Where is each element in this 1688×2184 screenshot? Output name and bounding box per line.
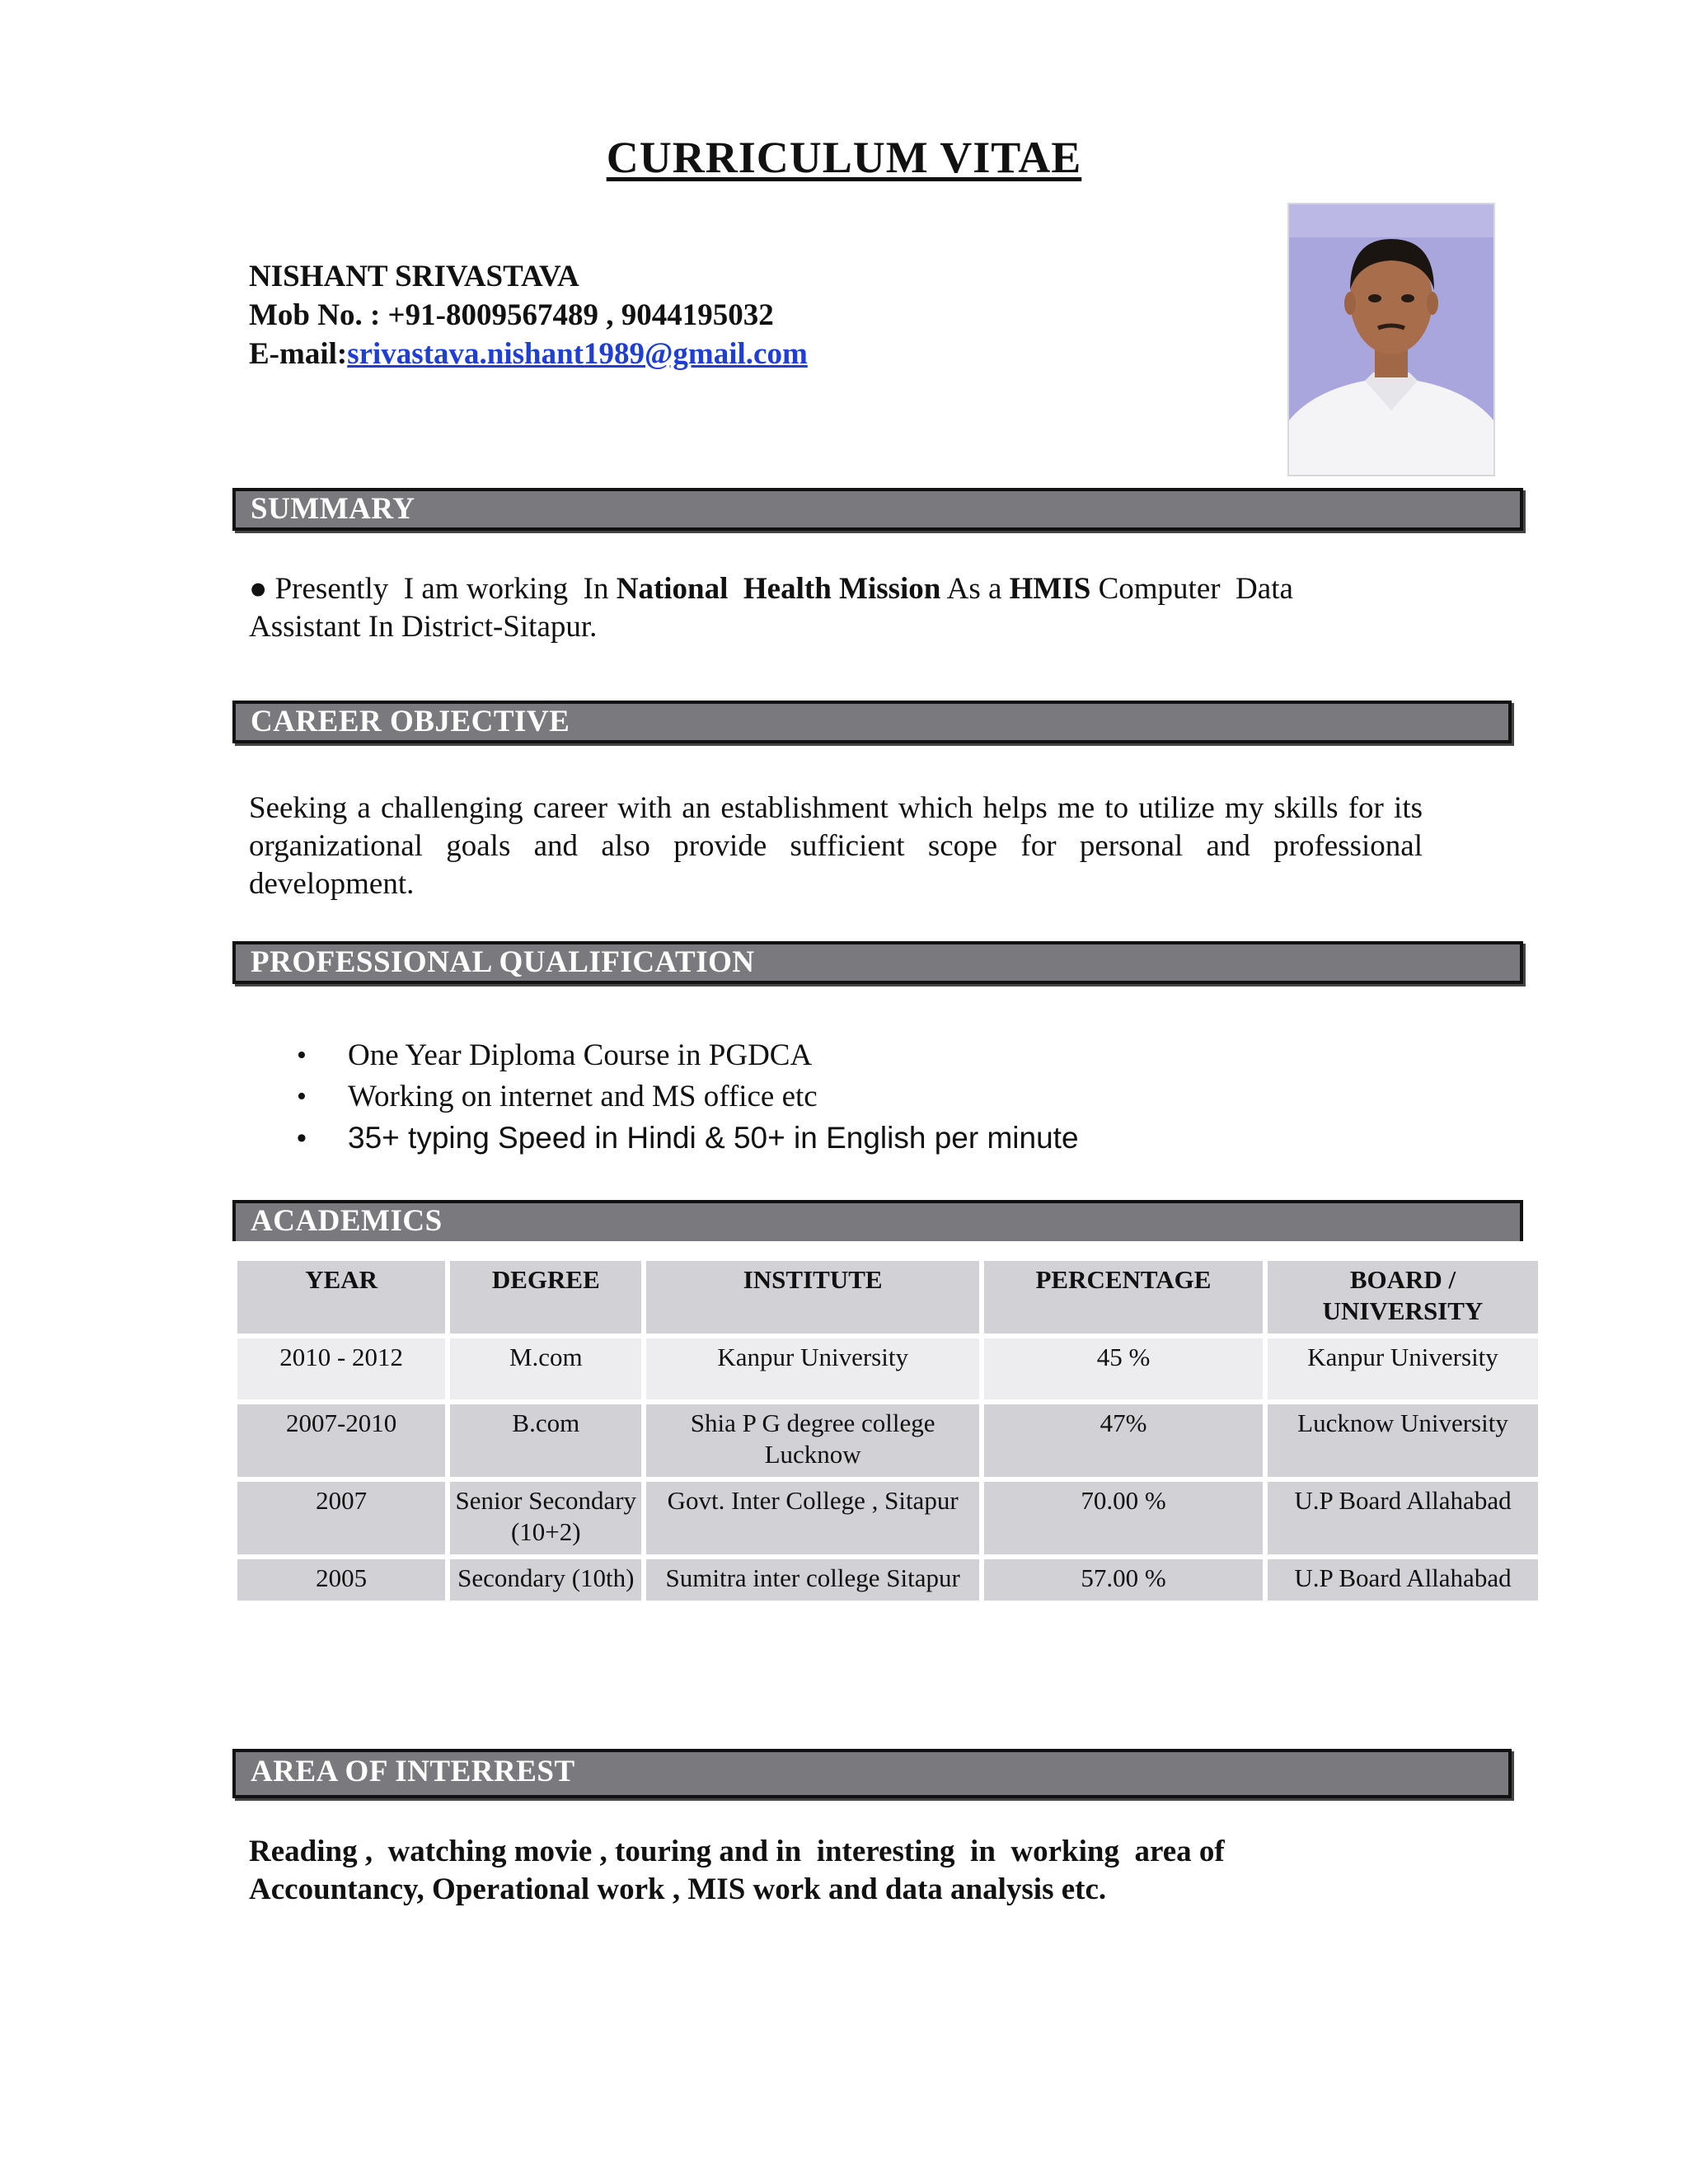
cell-percentage: 47% (984, 1404, 1263, 1477)
interest-line-1: Reading , watching movie , touring and in interesting in working area of (249, 1835, 1225, 1868)
table-row (237, 1338, 1538, 1399)
academics-heading: ACADEMICS (232, 1200, 1523, 1241)
professional-qualification-heading: PROFESSIONAL QUALIFICATION (232, 941, 1523, 984)
area-of-interest-heading: AREA OF INTERREST (232, 1749, 1512, 1798)
column-header-year: YEAR (237, 1261, 445, 1333)
cell-degree: B.com (450, 1404, 641, 1477)
cell-degree: Senior Secondary (10+2) (450, 1482, 641, 1554)
summary-heading: SUMMARY (232, 488, 1523, 531)
contact-block (249, 257, 808, 373)
cell-board: Kanpur University (1268, 1338, 1538, 1399)
email-link[interactable]: srivastava.nishant1989@gmail.com (347, 337, 808, 371)
summary-line-1: ● Presently I am working In National Health Mission As a HMIS Computer Data (249, 572, 1293, 606)
email-label: E-mail: (249, 337, 348, 371)
qualification-item: • One Year Diploma Course in PGDCA (297, 1035, 1079, 1076)
column-header-board: BOARD / UNIVERSITY (1268, 1261, 1538, 1333)
column-header-degree: DEGREE (450, 1261, 641, 1333)
summary-line-2: Assistant In District-Sitapur. (249, 610, 598, 644)
career-objective-text: Seeking a challenging career with an establishment which helps me to utilize my skills for its organizational goals and also provide sufficient scope for personal and professional development. (249, 791, 1423, 901)
cell-degree: Secondary (10th) (450, 1559, 641, 1601)
cell-institute: Kanpur University (646, 1338, 979, 1399)
table-row (237, 1559, 1538, 1601)
cell-institute: Shia P G degree college Lucknow (646, 1404, 979, 1477)
cell-degree: M.com (450, 1338, 641, 1399)
cell-year: 2010 - 2012 (237, 1338, 445, 1399)
interest-line-2: Accountancy, Operational work , MIS work and data analysis etc. (249, 1872, 1107, 1906)
portrait-image (1289, 204, 1493, 475)
academics-table (232, 1256, 1543, 1605)
page-title: CURRICULUM VITAE (606, 133, 1082, 182)
cell-year: 2007 (237, 1482, 445, 1554)
profile-photo (1287, 203, 1495, 476)
cell-institute: Sumitra inter college Sitapur (646, 1559, 979, 1601)
table-header-row (237, 1261, 1538, 1333)
applicant-name: NISHANT SRIVASTAVA (249, 260, 579, 293)
qualification-item: • 35+ typing Speed in Hindi & 50+ in English per minute (297, 1118, 1079, 1159)
career-objective-heading: CAREER OBJECTIVE (232, 701, 1512, 743)
cell-year: 2005 (237, 1559, 445, 1601)
column-header-institute: INSTITUTE (646, 1261, 979, 1333)
cell-board: U.P Board Allahabad (1268, 1482, 1538, 1554)
column-header-percentage: PERCENTAGE (984, 1261, 1263, 1333)
table-row (237, 1482, 1538, 1554)
email-line (249, 335, 808, 373)
cell-institute: Govt. Inter College , Sitapur (646, 1482, 979, 1554)
area-of-interest-text (249, 1833, 1225, 1909)
qualification-list (297, 1035, 1079, 1159)
cell-percentage: 45 % (984, 1338, 1263, 1399)
mobile-number: Mob No. : +91-8009567489 , 9044195032 (249, 298, 774, 332)
cell-board: Lucknow University (1268, 1404, 1538, 1477)
cell-percentage: 70.00 % (984, 1482, 1263, 1554)
cell-board: U.P Board Allahabad (1268, 1559, 1538, 1601)
summary-text (249, 570, 1293, 646)
cell-year: 2007-2010 (237, 1404, 445, 1477)
table-row (237, 1404, 1538, 1477)
qualification-item: • Working on internet and MS office etc (297, 1076, 1079, 1118)
cell-percentage: 57.00 % (984, 1559, 1263, 1601)
